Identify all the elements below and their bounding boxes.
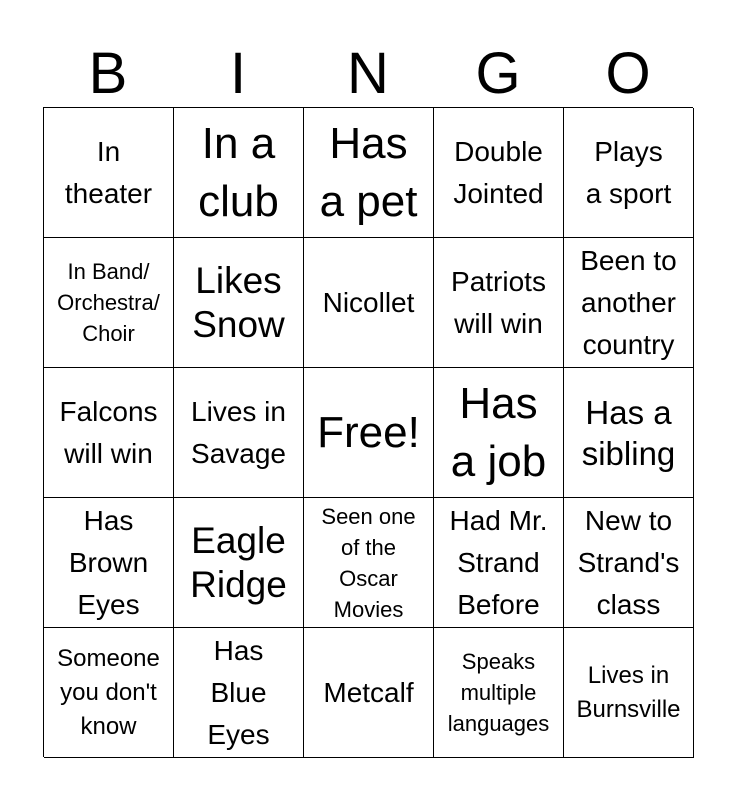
bingo-cell-r0-c2[interactable]: Has a pet [304,108,434,238]
bingo-cell-r1-c0[interactable]: In Band/ Orchestra/ Choir [44,238,174,368]
bingo-cell-r3-c0[interactable]: Has Brown Eyes [44,498,174,628]
bingo-cell-r0-c1[interactable]: In a club [174,108,304,238]
bingo-cell-r1-c2[interactable]: Nicollet [304,238,434,368]
bingo-cell-r4-c3[interactable]: Speaks multiple languages [434,628,564,758]
bingo-cell-r0-c4[interactable]: Plays a sport [564,108,694,238]
bingo-cell-r2-c3[interactable]: Has a job [434,368,564,498]
bingo-cell-r0-c3[interactable]: Double Jointed [434,108,564,238]
bingo-cell-free[interactable]: Free! [304,368,434,498]
bingo-card [43,107,693,757]
bingo-cell-r4-c1[interactable]: Has Blue Eyes [174,628,304,758]
bingo-cell-r2-c4[interactable]: Has a sibling [564,368,694,498]
bingo-cell-r2-c0[interactable]: Falcons will win [44,368,174,498]
header-letter-g: G [475,41,521,106]
header-letter-i: I [229,41,247,106]
bingo-cell-r3-c3[interactable]: Had Mr. Strand Before [434,498,564,628]
bingo-cell-r1-c1[interactable]: Likes Snow [174,238,304,368]
bingo-cell-r2-c1[interactable]: Lives in Savage [174,368,304,498]
bingo-cell-r4-c0[interactable]: Someone you don't know [44,628,174,758]
bingo-cell-r3-c2[interactable]: Seen one of the Oscar Movies [304,498,434,628]
bingo-cell-r1-c4[interactable]: Been to another country [564,238,694,368]
bingo-cell-r4-c2[interactable]: Metcalf [304,628,434,758]
bingo-cell-r4-c4[interactable]: Lives in Burnsville [564,628,694,758]
bingo-cell-r1-c3[interactable]: Patriots will win [434,238,564,368]
header-letter-o: O [605,41,651,106]
bingo-cell-r3-c1[interactable]: Eagle Ridge [174,498,304,628]
bingo-cell-r3-c4[interactable]: New to Strand's class [564,498,694,628]
bingo-header [43,40,693,108]
header-letter-b: B [88,41,128,106]
header-letter-n: N [347,41,389,106]
bingo-cell-r0-c0[interactable]: In theater [44,108,174,238]
